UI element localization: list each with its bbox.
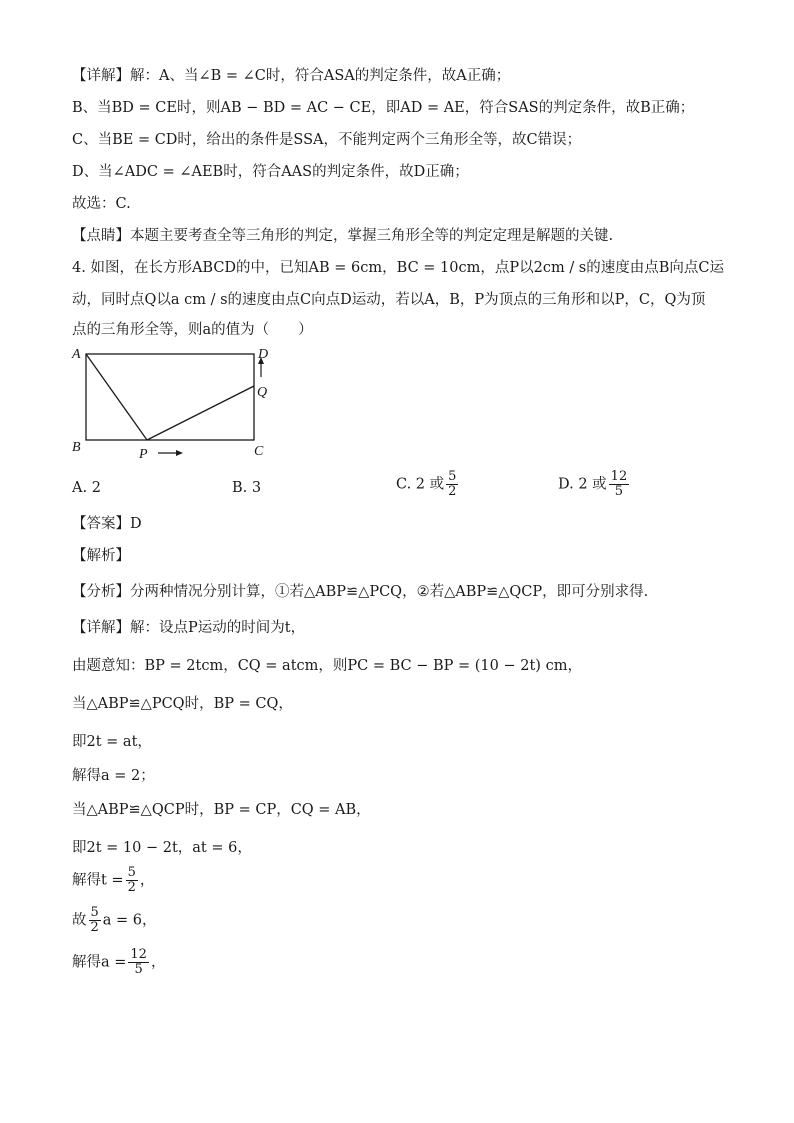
fraction-numerator: 5 xyxy=(90,905,99,920)
rectangle-figure xyxy=(68,342,288,464)
solution-line: 当△ABP≌△PCQ时，BP = CQ， xyxy=(72,696,293,712)
solution-line xyxy=(72,948,165,977)
fraction-denominator: 5 xyxy=(614,484,624,499)
text-line: D、当∠ADC = ∠AEB时，符合AAS的判定条件，故D正确； xyxy=(72,164,469,180)
solution-line: 由题意知：BP = 2tcm，CQ = atcm，则PC = BC − BP = (10 − 2t) cm， xyxy=(72,658,582,674)
question-text: 4. 如图，在长方形ABCD的中，已知AB = 6cm，BC = 10cm，点P以2cm / s的速度由点B向点C运 xyxy=(72,260,725,276)
segment-ap xyxy=(86,354,147,440)
solution-line: 即2t = 10 − 2t，at = 6， xyxy=(72,840,252,856)
solution-line: 【详解】解：设点P运动的时间为t， xyxy=(72,620,306,636)
fraction-denominator: 2 xyxy=(448,484,457,499)
solution-suffix: ， xyxy=(150,954,166,971)
vertex-label-q: Q xyxy=(257,385,268,400)
solution-line: 解得a = 2； xyxy=(72,768,155,784)
option-c xyxy=(396,470,460,499)
fraction-numerator: 5 xyxy=(127,865,136,880)
fraction-denominator: 2 xyxy=(90,920,99,935)
rectangle-abcd xyxy=(86,354,254,440)
fraction-denominator: 2 xyxy=(127,880,136,895)
solution-line xyxy=(72,906,157,935)
option-d xyxy=(558,470,631,499)
solution-line xyxy=(72,866,154,895)
text-line: 【点睛】本题主要考查全等三角形的判定，掌握三角形全等的判定定理是解题的关键. xyxy=(72,228,614,244)
text-line: 故选：C. xyxy=(72,196,131,212)
vertex-label-d: D xyxy=(258,347,269,362)
analysis-heading: 【解析】 xyxy=(72,548,130,564)
fraction xyxy=(89,906,101,935)
vertex-label-c: C xyxy=(254,444,264,459)
vertex-label-p: P xyxy=(139,447,148,462)
question-text: 动，同时点Q以a cm / s的速度由点C向点D运动，若以A，B，P为顶点的三角形和以P，C，Q为顶 xyxy=(72,292,706,308)
vertex-label-b: B xyxy=(72,440,81,455)
arrow-right-head-icon xyxy=(176,450,183,456)
solution-prefix: 解得t = xyxy=(72,872,124,889)
segment-pq xyxy=(147,386,254,440)
solution-suffix: ， xyxy=(139,872,155,889)
fraction xyxy=(126,866,138,895)
option-d-prefix: D. 2 或 xyxy=(558,476,607,493)
fraction xyxy=(128,948,149,977)
solution-line: 【分析】分两种情况分别计算，①若△ABP≌△PCQ，②若△ABP≌△QCP，即可分别求得. xyxy=(72,584,649,600)
solution-suffix: a = 6， xyxy=(102,912,157,929)
text-line: C、当BE = CD时，给出的条件是SSA，不能判定两个三角形全等，故C错误； xyxy=(72,132,582,148)
text-line: 【详解】解：A、当∠B = ∠C时，符合ASA的判定条件，故A正确； xyxy=(72,68,511,84)
vertex-label-a: A xyxy=(72,347,81,362)
question-text: 点的三角形全等，则a的值为（ ） xyxy=(72,322,313,338)
text-line: B、当BD = CE时，则AB − BD = AC − CE，即AD = AE，符合SAS的判定条件，故B正确； xyxy=(72,100,695,116)
option-a: A. 2 xyxy=(72,480,101,496)
solution-line: 即2t = at， xyxy=(72,734,152,750)
fraction xyxy=(609,470,630,499)
option-b: B. 3 xyxy=(232,480,262,496)
solution-prefix: 故 xyxy=(72,912,87,929)
fraction xyxy=(446,470,458,499)
solution-prefix: 解得a = xyxy=(72,954,127,971)
fraction-numerator: 12 xyxy=(130,947,147,962)
answer: 【答案】D xyxy=(72,516,142,532)
fraction-numerator: 5 xyxy=(448,469,457,484)
option-c-prefix: C. 2 或 xyxy=(396,476,445,493)
fraction-denominator: 5 xyxy=(134,962,143,977)
fraction-numerator: 12 xyxy=(610,469,628,484)
solution-line: 当△ABP≌△QCP时，BP = CP，CQ = AB， xyxy=(72,802,371,818)
